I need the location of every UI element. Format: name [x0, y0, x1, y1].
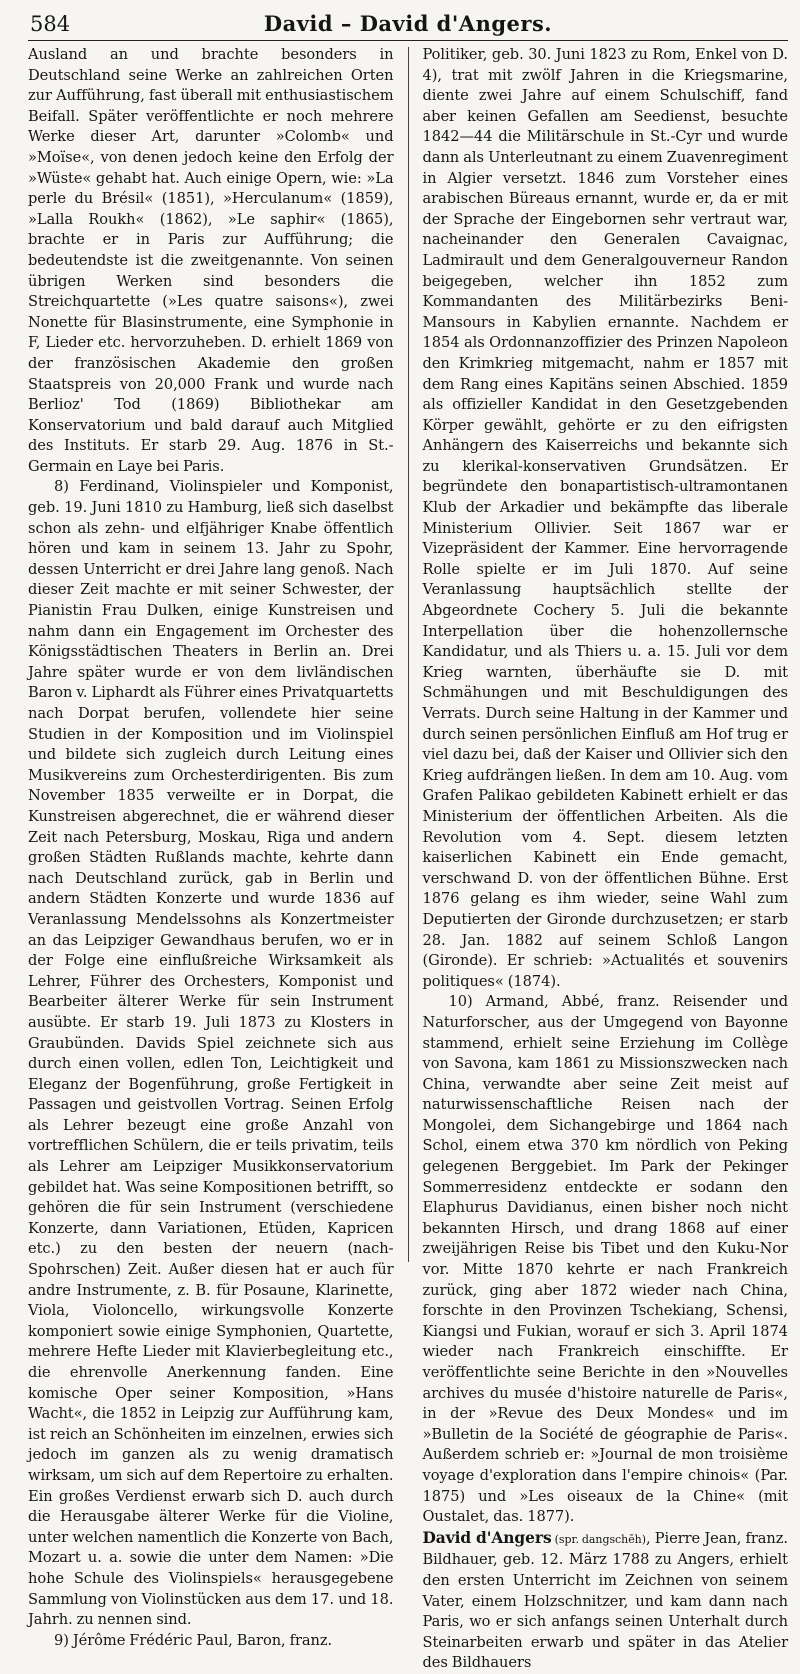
- column-rule: [408, 47, 409, 1262]
- paragraph: [28, 1631, 394, 1652]
- paragraph-text: Politiker, geb. 30. Juni 1823 zu Rom, Enkel von D. 4), trat mit zwölf Jahren in die Kriegsmarine, diente zwei Jahre auf einem Schulschiff, fand aber keinen Gefallen am Seedienst, besuchte 1842—44 die Militärschule in St.-Cyr und wurde dann als Unterleutnant zu einem Zuavenregiment in Algier versetzt. 1846 zum Vorsteher eines arabischen Büreaus ernannt, wurde er, da er mit der Sprache der Eingebornen sehr vertraut war, nacheinander den Generalen Cavaignac, Ladmirault und dem Generalgouverneur Randon beigegeben, welcher ihn 1852 zum Kommandanten des Militärbezirks Beni-Mansours in Kabylien ernannte. Nachdem er 1854 als Ordonnanzoffizier des Prinzen Napoleon den Krimkrieg mitgemacht, nahm er 1857 mit dem Rang eines Kapitäns seinen Abschied. 1859 als offizieller Kandidat in den Gesetzgebenden Körper gewählt, gehörte er zu den eifrigsten Anhängern des Kaiserreichs und bekannte sich zu klerikal-konservativen Grundsätzen. Er begründete den bonapartistisch-ultramontanen Klub der Arkadier und bekämpfte das liberale Ministerium Ollivier. Seit 1867 war er Vizepräsident der Kammer. Eine hervorragende Rolle spielte er im Juli 1870. Auf seine Veranlassung hauptsächlich stellte der Abgeordnete Cochery 5. Juli die bekannte Interpellation über die hohenzollernsche Kandidatur, und als Thiers u. a. 15. Juli vor dem Krieg warnten, überhäufte sie D. mit Schmähungen und mit Beschuldigungen des Verrats. Durch seine Haltung in der Kammer und durch seinen persönlichen Einfluß am Hof trug er viel dazu bei, daß der Kaiser und Ollivier sich den Krieg aufdrängen ließen. In dem am 10. Aug. vom Grafen Palikao gebildeten Kabinett erhielt er das Ministerium der öffentlichen Arbeiten. Als die Revolution vom 4. Sept. diesem letzten kaiserlichen Kabinett ein Ende gemacht, verschwand D. von der öffentlichen Bühne. Erst 1876 gelang es ihm wieder, seine Wahl zum Deputierten der Gironde durchzusetzen; er starb 28. Jan. 1882 auf seinem Schloß Langon (Gironde). Er schrieb: »Actualités et souvenirs politiques« (1874).: [422, 46, 788, 990]
- entry-pronunciation: (spr. dangschēh): [551, 1532, 646, 1546]
- right-column: [422, 45, 789, 1672]
- running-head: David – David d'Angers.: [263, 11, 553, 36]
- text-columns: [28, 45, 788, 1672]
- paragraph: [28, 45, 394, 477]
- paragraph: [423, 45, 789, 992]
- paragraph-text: 9) Jérôme Frédéric Paul, Baron, franz.: [54, 1631, 333, 1649]
- paragraph: [28, 477, 394, 1630]
- entry-headword: David d'Angers: [422, 1528, 552, 1547]
- paragraph-text: 10) Armand, Abbé, franz. Reisender und Naturforscher, aus der Umgegend von Bayonne stammend, erhielt seine Erziehung im Collège von Savona, kam 1861 zu Missionszwecken nach China, verwandte aber seine Zeit meist auf naturwissenschaftliche Reisen nach der Mongolei, dem Sichangebirge und 1864 nach Schol, einem etwa 370 km nördlich von Peking gelegenen Berggebiet. Im Park der Pekinger Sommerresidenz entdeckte er sodann den Elaphurus Davidianus, einen bisher noch nicht bekannten Hirsch, und drang 1868 auf einer zweijährigen Reise bis Tibet und den Kuku-Nor vor. Mitte 1870 kehrte er nach Frankreich zurück, ging aber 1872 wieder nach China, forschte in den Provinzen Tschekiang, Schensi, Kiangsi und Fukian, worauf er sich 3. April 1874 wieder nach Frankreich einschiffte. Er veröffentlichte seine Berichte in den »Nouvelles archives du musée d'histoire naturelle de Paris«, in der »Revue des Deux Mondes« und im »Bulletin de la Société de géographie de Paris«. Außerdem schrieb er: »Journal de mon troisième voyage d'exploration dans l'empire chinois« (Par. 1875) und »Les oiseaux de la Chine« (mit Oustalet, das. 1877).: [422, 993, 788, 1526]
- dictionary-entry: [423, 1528, 789, 1674]
- paragraph-text: 8) Ferdinand, Violinspieler und Komponist, geb. 19. Juni 1810 zu Hamburg, ließ sich daselbst schon als zehn- und elfjähriger Knabe öffentlich hören und kam in seinem 13. Jahr zu Spohr, dessen Unterricht er drei Jahre lang genoß. Nach dieser Zeit machte er mit seiner Schwester, der Pianistin Frau Dulken, einige Kunstreisen und nahm dann ein Engagement im Orchester des Königsstädtischen Theaters in Berlin an. Drei Jahre später wurde er von dem livländischen Baron v. Liphardt als Führer eines Privatquartetts nach Dorpat berufen, vollendete hier seine Studien in der Komposition und im Violinspiel und bildete sich zugleich durch Leitung eines Musikvereins zum Orchesterdirigenten. Bis zum November 1835 verweilte er in Dorpat, die Kunstreisen abgerechnet, die er während dieser Zeit nach Petersburg, Moskau, Riga und andern großen Städten Rußlands machte, kehrte dann nach Deutschland zurück, gab in Berlin und andern Städten Konzerte und wurde 1836 auf Veranlassung Mendelssohns als Konzertmeister an das Leipziger Gewandhaus berufen, wo er in der Folge eine einflußreiche Wirksamkeit als Lehrer, Führer des Orchesters, Komponist und Bearbeiter älterer Werke für sein Instrument ausübte. Er starb 19. Juli 1873 zu Klosters in Graubünden. Davids Spiel zeichnete sich aus durch einen vollen, edlen Ton, Leichtigkeit und Eleganz der Bogenführung, große Fertigkeit in Passagen und geistvollen Vortrag. Seinen Erfolg als Lehrer bezeugt eine große Anzahl von vortrefflichen Schülern, die er teils privatim, teils als Lehrer am Leipziger Musikkonservatorium gebildet hat. Was seine Kompositionen betrifft, so gehören die für sein Instrument (verschiedene Konzerte, dann Variationen, Etüden, Kapricen etc.) zu den besten der neuern (nach-Spohrschen) Zeit. Außer diesen hat er auch für andre Instrumente, z. B. für Posaune, Klarinette, Viola, Violoncello, wirkungsvolle Konzerte komponiert sowie einige Symphonien, Quartette, mehrere Hefte Lieder mit Klavierbegleitung etc., die ehrenvolle Anerkennung fanden. Eine komische Oper seiner Komposition, »Hans Wacht«, die 1852 in Leipzig zur Aufführung kam, ist reich an Schönheiten im einzelnen, erwies sich jedoch im ganzen als zu wenig dramatisch wirksam, um sich auf dem Repertoire zu erhalten. Ein großes Verdienst erwarb sich D. auch durch die Herausgabe älterer Werke für die Violine, unter welchen namentlich die Konzerte von Bach, Mozart u. a. sowie die unter dem Namen: »Die hohe Schule des Violinspiels« herausgegebene Sammlung von Violinstücken aus dem 17. und 18. Jahrh. zu nennen sind.: [28, 478, 394, 1629]
- left-column: [28, 45, 394, 1649]
- paragraph: [423, 992, 789, 1527]
- page-number: 584: [30, 12, 71, 36]
- paragraph-text: , Pierre Jean, franz. Bildhauer, geb. 12. März 1788 zu Angers, erhielt den ersten Unterricht im Zeichnen von seinem Vater, einem Holzschnitzer, und kam dann nach Paris, wo er sich anfangs seinen Unterhalt durch Steinarbeiten erwarb und später in das Atelier des Bildhauers: [422, 1529, 788, 1672]
- paragraph-text: Ausland an und brachte besonders in Deutschland seine Werke an zahlreichen Orten zur Aufführung, fast überall mit enthusiastischem Beifall. Später veröffentlichte er noch mehrere Werke dieser Art, darunter »Colomb« und »Moïse«, von denen jedoch keine den Erfolg der »Wüste« gehabt hat. Auch einige Opern, wie: »La perle du Brésil« (1851), »Herculanum« (1859), »Lalla Roukh« (1862), »Le saphir« (1865), brachte er in Paris zur Aufführung; die bedeutendste ist die zweitgenannte. Von seinen übrigen Werken sind besonders die Streichquartette (»Les quatre saisons«), zwei Nonette für Blasinstrumente, eine Symphonie in F, Lieder etc. hervorzuheben. D. erhielt 1869 von der französischen Akademie den großen Staatspreis von 20,000 Frank und wurde nach Berlioz' Tod (1869) Bibliothekar am Konservatorium und bald darauf auch Mitglied des Instituts. Er starb 29. Aug. 1876 in St.-Germain en Laye bei Paris.: [28, 46, 394, 475]
- page-header: [28, 10, 788, 41]
